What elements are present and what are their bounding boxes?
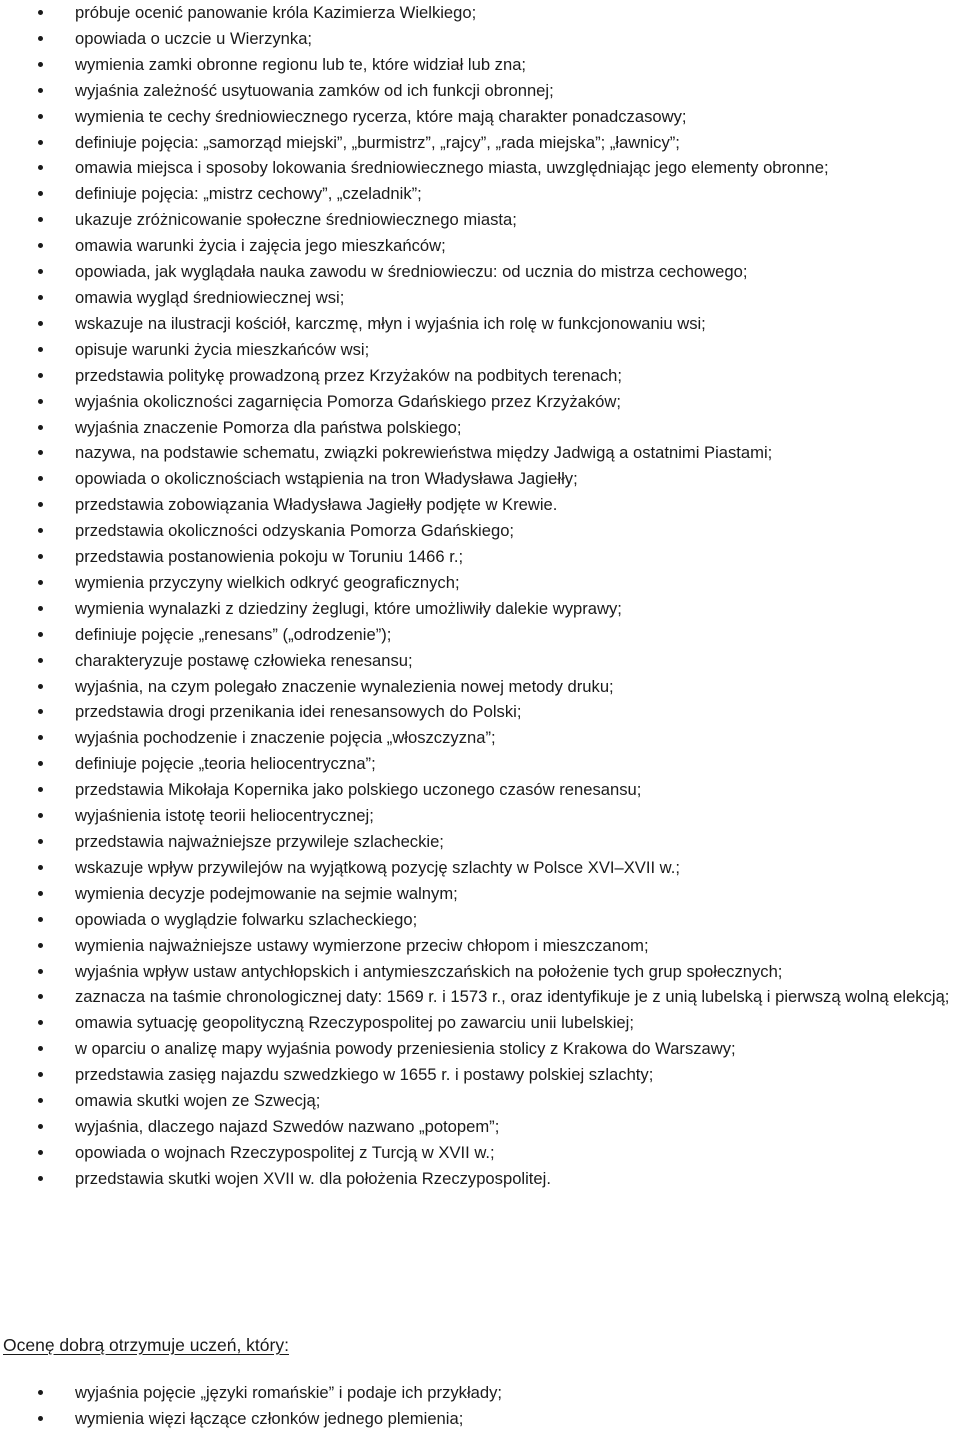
list-item-text: wskazuje na ilustracji kościół, karczmę, młyn i wyjaśnia ich rolę w funkcjonowaniu wsi; xyxy=(75,313,706,333)
list-item-text: wymienia przyczyny wielkich odkryć geograficznych; xyxy=(75,572,460,592)
list-item xyxy=(0,52,960,78)
list-item-text: opowiada o wyglądzie folwarku szlacheckiego; xyxy=(75,909,418,929)
list-item-text: wymienia decyzje podejmowanie na sejmie walnym; xyxy=(75,883,458,903)
list-item xyxy=(0,777,960,803)
list-item xyxy=(0,363,960,389)
list-item-text: omawia wygląd średniowiecznej wsi; xyxy=(75,287,345,307)
list-item xyxy=(0,725,960,751)
list-item xyxy=(0,415,960,441)
list-item xyxy=(0,233,960,259)
list-item xyxy=(0,0,960,26)
list-item-text: przedstawia najważniejsze przywileje szlacheckie; xyxy=(75,832,444,851)
list-item xyxy=(0,622,960,648)
bullet-icon xyxy=(38,839,43,844)
list-item xyxy=(0,648,960,674)
bullet-icon xyxy=(38,917,43,922)
list-item xyxy=(0,881,960,907)
list-item xyxy=(0,596,960,622)
bullet-icon xyxy=(38,243,43,248)
list-item xyxy=(0,78,960,104)
list-item-text: definiuje pojęcie „renesans” („odrodzenie”); xyxy=(75,624,392,644)
list-item-text: przedstawia zobowiązania Władysława Jagiełły podjęte w Krewie. xyxy=(75,495,558,515)
list-item xyxy=(0,1140,960,1166)
list-item-text: opowiada, jak wyglądała nauka zawodu w średniowieczu: od ucznia do mistrza cechowego; xyxy=(75,262,748,282)
bullet-icon xyxy=(38,1072,43,1077)
requirements-list-good-grade xyxy=(0,1380,960,1432)
list-item-text: zaznacza na taśmie chronologicznej daty: 1569 r. i 1573 r., oraz identyfikuje je z unią lubelską i pierwszą wolną elekcją; xyxy=(75,987,950,1007)
list-item xyxy=(0,1380,960,1406)
bullet-icon xyxy=(38,606,43,611)
bullet-icon xyxy=(38,943,43,948)
bullet-icon xyxy=(38,891,43,896)
list-item-text: przedstawia postanowienia pokoju w Toruniu 1466 r.; xyxy=(75,547,464,567)
list-item xyxy=(0,984,960,1010)
bullet-icon xyxy=(38,994,43,999)
list-item xyxy=(0,466,960,492)
list-item xyxy=(0,1036,960,1062)
bullet-icon xyxy=(38,684,43,689)
section-heading: Ocenę dobrą otrzymuje uczeń, który: xyxy=(3,1335,289,1355)
list-item-text: charakteryzuje postawę człowieka renesansu; xyxy=(75,650,413,670)
list-item-text: omawia sytuację geopolityczną Rzeczypospolitej po zawarciu unii lubelskiej; xyxy=(75,1013,634,1033)
bullet-icon xyxy=(38,88,43,93)
bullet-icon xyxy=(38,502,43,507)
bullet-icon xyxy=(38,321,43,326)
bullet-icon xyxy=(38,632,43,637)
list-item-text: wyjaśnia okoliczności zagarnięcia Pomorza Gdańskiego przez Krzyżaków; xyxy=(75,391,621,411)
list-item-text: wyjaśnia znaczenie Pomorza dla państwa polskiego; xyxy=(75,417,462,437)
list-item-text: definiuje pojęcia: „samorząd miejski”, „burmistrz”, „rajcy”, „rada miejska”; „ławnicy”; xyxy=(75,132,680,152)
list-item xyxy=(0,337,960,363)
bullet-icon xyxy=(38,658,43,663)
bullet-icon xyxy=(38,1416,43,1421)
list-item xyxy=(0,855,960,881)
list-item-text: wymienia zamki obronne regionu lub te, które widział lub zna; xyxy=(75,54,527,74)
list-item xyxy=(0,155,960,181)
list-item-text: przedstawia politykę prowadzoną przez Krzyżaków na podbitych terenach; xyxy=(75,365,622,385)
bullet-icon xyxy=(38,813,43,818)
bullet-icon xyxy=(38,373,43,378)
list-item xyxy=(0,518,960,544)
list-item xyxy=(0,829,960,855)
list-item xyxy=(0,933,960,959)
list-item xyxy=(0,1114,960,1140)
list-item xyxy=(0,104,960,130)
bullet-icon xyxy=(38,191,43,196)
bullet-icon xyxy=(38,554,43,559)
list-item-text: przedstawia zasięg najazdu szwedzkiego w 1655 r. i postawy polskiej szlachty; xyxy=(75,1065,654,1085)
list-item xyxy=(0,492,960,518)
list-item xyxy=(0,674,960,700)
bullet-icon xyxy=(38,735,43,740)
bullet-icon xyxy=(38,295,43,300)
list-item xyxy=(0,959,960,985)
list-item-text: wymienia najważniejsze ustawy wymierzone przeciw chłopom i mieszczanom; xyxy=(75,935,649,955)
bullet-icon xyxy=(38,347,43,352)
bullet-icon xyxy=(38,528,43,533)
bullet-icon xyxy=(38,1124,43,1129)
list-item xyxy=(0,1062,960,1088)
bullet-icon xyxy=(38,787,43,792)
bullet-icon xyxy=(38,865,43,870)
list-item xyxy=(0,311,960,337)
list-item-text: omawia skutki wojen ze Szwecją; xyxy=(75,1091,321,1111)
list-item-text: przedstawia okoliczności odzyskania Pomorza Gdańskiego; xyxy=(75,521,515,541)
bullet-icon xyxy=(38,969,43,974)
list-item-text: próbuje ocenić panowanie króla Kazimierza Wielkiego; xyxy=(75,3,477,22)
list-item-text: nazywa, na podstawie schematu, związki pokrewieństwa między Jadwigą a ostatnimi Piastami; xyxy=(75,443,773,463)
bullet-icon xyxy=(38,761,43,766)
list-item xyxy=(0,285,960,311)
list-item-text: wymienia wynalazki z dziedziny żeglugi, które umożliwiły dalekie wyprawy; xyxy=(75,598,622,618)
list-item-text: wyjaśnia, na czym polegało znaczenie wynalezienia nowej metody druku; xyxy=(75,676,614,696)
list-item xyxy=(0,1406,960,1432)
bullet-icon xyxy=(38,1046,43,1051)
list-item-text: opisuje warunki życia mieszkańców wsi; xyxy=(75,339,370,359)
list-item-text: omawia miejsca i sposoby lokowania średniowiecznego miasta, uwzględniając jego elementy obronne; xyxy=(75,158,829,178)
bullet-icon xyxy=(38,140,43,145)
list-item-text: definiuje pojęcia: „mistrz cechowy”, „czeladnik”; xyxy=(75,184,422,204)
list-item xyxy=(0,259,960,285)
bullet-icon xyxy=(38,476,43,481)
list-item-text: wyjaśnia pochodzenie i znaczenie pojęcia „włoszczyzna”; xyxy=(75,728,496,748)
bullet-icon xyxy=(38,114,43,119)
list-item-text: opowiada o okolicznościach wstąpienia na tron Władysława Jagiełły; xyxy=(75,469,578,489)
bullet-icon xyxy=(38,1098,43,1103)
bullet-icon xyxy=(38,36,43,41)
list-item xyxy=(0,907,960,933)
list-item-text: opowiada o wojnach Rzeczypospolitej z Turcją w XVII w.; xyxy=(75,1142,495,1162)
list-item-text: wyjaśnia wpływ ustaw antychłopskich i antymieszczańskich na położenie tych grup społecznych; xyxy=(75,961,783,981)
list-item-text: przedstawia Mikołaja Kopernika jako polskiego uczonego czasów renesansu; xyxy=(75,780,642,800)
bullet-icon xyxy=(38,580,43,585)
list-item xyxy=(0,26,960,52)
bullet-icon xyxy=(38,1150,43,1155)
list-item-text: wyjaśnia pojęcie „języki romańskie” i podaje ich przykłady; xyxy=(75,1383,503,1402)
list-item xyxy=(0,1010,960,1036)
bullet-icon xyxy=(38,269,43,274)
bullet-icon xyxy=(38,1176,43,1181)
list-item xyxy=(0,181,960,207)
list-item-text: wyjaśnienia istotę teorii heliocentrycznej; xyxy=(75,806,374,826)
list-item xyxy=(0,699,960,725)
bullet-icon xyxy=(38,1020,43,1025)
list-item xyxy=(0,751,960,777)
list-item xyxy=(0,389,960,415)
list-item-text: w oparciu o analizę mapy wyjaśnia powody przeniesienia stolicy z Krakowa do Warszawy; xyxy=(75,1039,736,1059)
list-item-text: przedstawia drogi przenikania idei renesansowych do Polski; xyxy=(75,702,522,722)
bullet-icon xyxy=(38,399,43,404)
list-item-text: wyjaśnia, dlaczego najazd Szwedów nazwano „potopem”; xyxy=(75,1116,500,1136)
list-item-text: definiuje pojęcie „teoria heliocentryczna”; xyxy=(75,754,376,774)
bullet-icon xyxy=(38,709,43,714)
list-item xyxy=(0,440,960,466)
list-item-text: przedstawia skutki wojen XVII w. dla położenia Rzeczypospolitej. xyxy=(75,1168,551,1188)
list-item-text: omawia warunki życia i zajęcia jego mieszkańców; xyxy=(75,236,446,256)
bullet-icon xyxy=(38,1390,43,1395)
bullet-icon xyxy=(38,62,43,67)
bullet-icon xyxy=(38,165,43,170)
list-item xyxy=(0,1088,960,1114)
list-item xyxy=(0,1166,960,1192)
list-item-text: ukazuje zróżnicowanie społeczne średniowiecznego miasta; xyxy=(75,210,517,230)
list-item xyxy=(0,130,960,156)
list-item xyxy=(0,570,960,596)
bullet-icon xyxy=(38,450,43,455)
list-item xyxy=(0,207,960,233)
bullet-icon xyxy=(38,217,43,222)
list-item-text: wymienia te cechy średniowiecznego rycerza, które mają charakter ponadczasowy; xyxy=(75,106,687,126)
list-item-text: wskazuje wpływ przywilejów na wyjątkową pozycję szlachty w Polsce XVI–XVII w.; xyxy=(75,857,680,877)
list-item xyxy=(0,803,960,829)
list-item-text: wymienia więzi łączące członków jednego plemienia; xyxy=(75,1408,464,1428)
list-item-text: wyjaśnia zależność usytuowania zamków od ich funkcji obronnej; xyxy=(75,80,554,100)
bullet-icon xyxy=(38,10,43,15)
bullet-icon xyxy=(38,425,43,430)
list-item-text: opowiada o uczcie u Wierzynka; xyxy=(75,28,313,48)
list-item xyxy=(0,544,960,570)
